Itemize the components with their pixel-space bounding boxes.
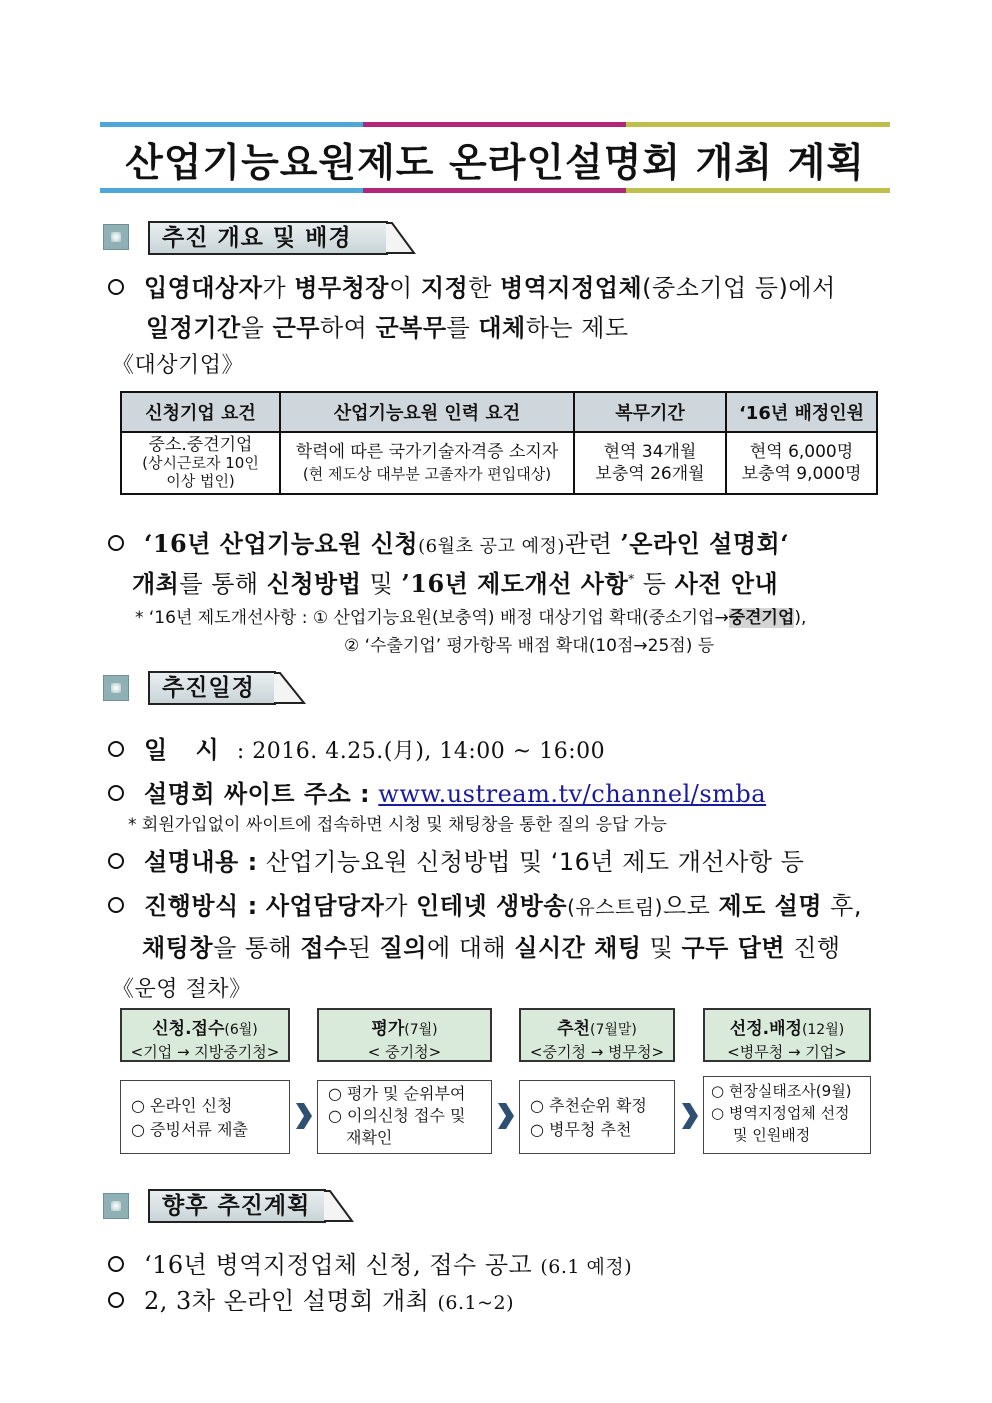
section-heading-schedule: 추진일정 bbox=[148, 671, 276, 705]
table-cell: 현역 6,000명 보충역 9,000명 bbox=[726, 432, 877, 494]
procedure-label: 《운영 절차》 bbox=[112, 977, 252, 1002]
bullet-icon bbox=[108, 535, 124, 551]
section-marker-icon bbox=[103, 1193, 129, 1219]
target-companies-label: 《대상기업》 bbox=[112, 353, 245, 378]
table-header: 신청기업 요건 bbox=[121, 392, 280, 432]
table-cell: 학력에 따른 국가기술자격증 소지자 (현 제도상 대부분 고졸자가 편입대상) bbox=[280, 432, 574, 494]
overview-line-2: 일정기간을 근무하여 군복무를 대체하는 제도 bbox=[146, 314, 629, 342]
process-step-2-detail: ○ 평가 및 순위부여 ○ 이의신청 접수 및 재확인 bbox=[317, 1080, 492, 1154]
process-step-3-detail: ○ 추천순위 확정 ○ 병무청 추천 bbox=[519, 1080, 675, 1154]
schedule-method-1: 진행방식 : 사업담당자가 인테넷 생방송(유스트림)으로 제도 설명 후, bbox=[108, 886, 862, 921]
future-plan-1: ‘16년 병역지정업체 신청, 접수 공고 (6.1 예정) bbox=[108, 1245, 632, 1280]
table-row bbox=[121, 432, 877, 494]
bullet-icon bbox=[108, 1256, 124, 1272]
process-step-1-detail: ○ 온라인 신청 ○ 증빙서류 제출 bbox=[120, 1080, 290, 1154]
future-plan-2: 2, 3차 온라인 설명회 개최 (6.1~2) bbox=[108, 1281, 514, 1316]
chevron-right-icon bbox=[682, 1103, 698, 1129]
bullet-icon bbox=[108, 897, 124, 913]
overview-line-4: 개최를 통해 신청방법 및 ’16년 제도개선 사항* 등 사전 안내 bbox=[132, 569, 779, 598]
page-title: 산업기능요원제도 온라인설명회 개최 계획 bbox=[125, 141, 865, 186]
process-step-1-header: 신청.접수(6월) <기업 → 지방중기청> bbox=[120, 1008, 290, 1062]
section-heading-overview: 추진 개요 및 배경 bbox=[148, 221, 388, 255]
schedule-method-2: 채팅창을 통해 접수된 질의에 대해 실시간 채팅 및 구두 답변 진행 bbox=[142, 934, 841, 962]
improvement-note-1: * ‘16년 제도개선사항 : ① 산업기능요원(보충역) 배정 대상기업 확대(중소기업→중견기업), bbox=[135, 608, 807, 628]
chevron-right-icon bbox=[498, 1103, 514, 1129]
site-url-link[interactable]: www.ustream.tv/channel/smba bbox=[378, 780, 767, 808]
bullet-icon bbox=[108, 785, 124, 801]
bullet-icon bbox=[108, 279, 124, 295]
process-step-4-header: 선정.배정(12월) <병무청 → 기업> bbox=[703, 1008, 871, 1062]
table-cell: 중소.중견기업 (상시근로자 10인 이상 법인) bbox=[121, 432, 280, 494]
heading-tail-icon bbox=[324, 1189, 354, 1223]
bullet-icon bbox=[108, 853, 124, 869]
table-header: 복무기간 bbox=[574, 392, 726, 432]
schedule-date: 일 시 : 2016. 4.25.(月), 14:00 ~ 16:00 bbox=[108, 730, 605, 765]
section-marker-icon bbox=[103, 224, 129, 250]
overview-line-3: ‘16년 산업기능요원 신청(6월초 공고 예정)관련 ’온라인 설명회‘ bbox=[108, 524, 789, 559]
bullet-icon bbox=[108, 1292, 124, 1308]
table-header-row bbox=[121, 392, 877, 432]
table-header: 산업기능요원 인력 요건 bbox=[280, 392, 574, 432]
process-step-3-header: 추천(7월말) <중기청 → 병무청> bbox=[519, 1008, 675, 1062]
target-companies-table bbox=[120, 391, 878, 495]
chevron-right-icon bbox=[296, 1103, 312, 1129]
site-note: * 회원가입없이 싸이트에 접속하면 시청 및 채팅창을 통한 질의 응답 가능 bbox=[128, 815, 667, 835]
process-step-2-header: 평가(7월) < 중기청> bbox=[317, 1008, 492, 1062]
process-step-4-detail: ○ 현장실태조사(9월) ○ 병역지정업체 선정 및 인원배정 bbox=[703, 1076, 871, 1154]
overview-line-1: 입영대상자가 병무청장이 지정한 병역지정업체(중소기업 등)에서 bbox=[108, 268, 836, 303]
heading-tail-icon bbox=[274, 671, 306, 705]
table-header: ‘16년 배정인원 bbox=[726, 392, 877, 432]
schedule-content: 설명내용 : 산업기능요원 신청방법 및 ‘16년 제도 개선사항 등 bbox=[108, 842, 804, 877]
title-bottom-bar bbox=[100, 188, 890, 193]
title-top-bar bbox=[100, 122, 890, 127]
section-marker-icon bbox=[103, 675, 129, 701]
table-cell: 현역 34개월 보충역 26개월 bbox=[574, 432, 726, 494]
bullet-icon bbox=[108, 741, 124, 757]
schedule-site: 설명회 싸이트 주소 : www.ustream.tv/channel/smba bbox=[108, 774, 766, 809]
section-heading-future-plan: 향후 추진계획 bbox=[148, 1189, 326, 1223]
heading-tail-icon bbox=[386, 221, 416, 255]
improvement-note-2: ② ‘수출기업’ 평가항목 배점 확대(10점→25점) 등 bbox=[344, 636, 715, 656]
